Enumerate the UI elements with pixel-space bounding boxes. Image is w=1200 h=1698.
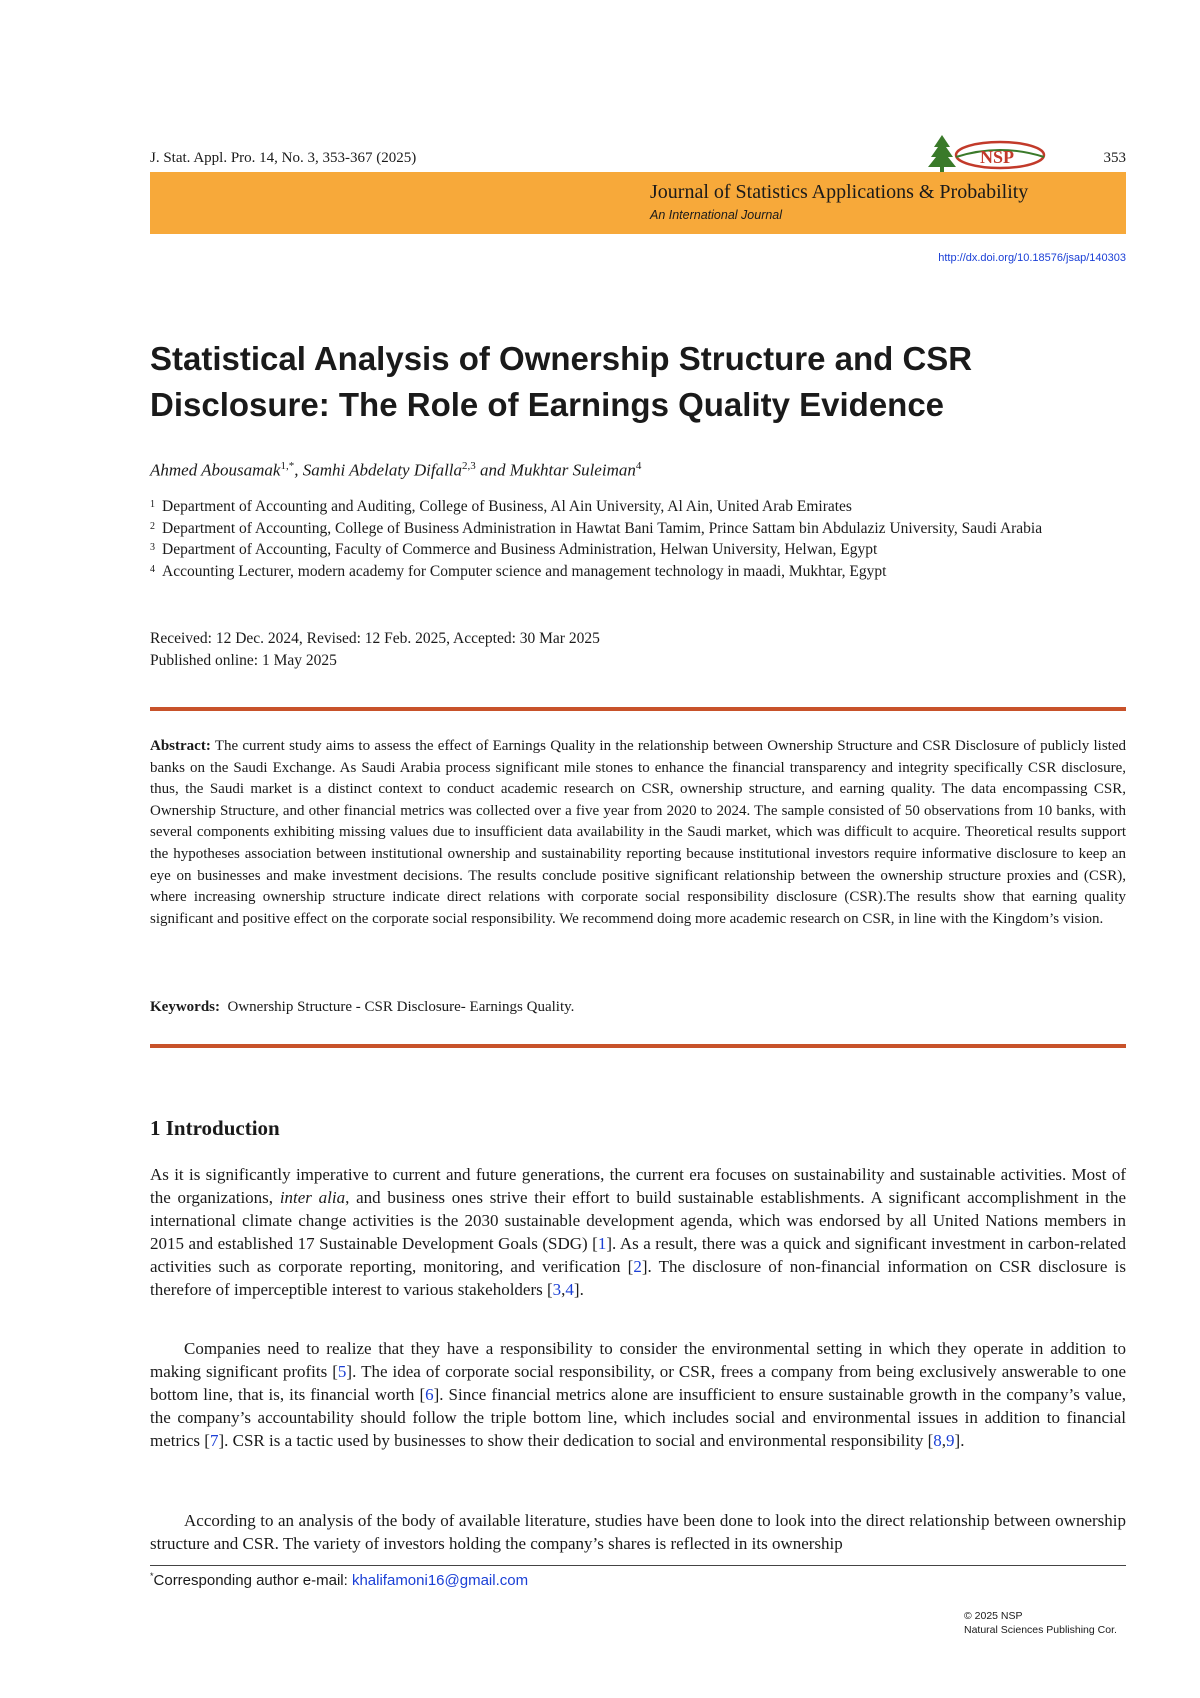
keywords-text: Ownership Structure - CSR Disclosure- Earnings Quality. (227, 999, 575, 1015)
paragraph-text: ]. (573, 1280, 584, 1300)
paragraph-text: ]. CSR is a tactic used by businesses to show their dedication to social and environmental responsibility [ (218, 1431, 934, 1451)
received-dates: Received: 12 Dec. 2024, Revised: 12 Feb. 2025, Accepted: 30 Mar 2025 (150, 630, 600, 647)
affiliation-1 (150, 496, 1126, 518)
citation-link[interactable]: 2 (633, 1257, 642, 1277)
page-number: 353 (1103, 150, 1126, 166)
footnote-divider (150, 1565, 1126, 1566)
author-1-affil: 1,* (280, 460, 295, 472)
email-link[interactable]: khalifamoni16@gmail.com (351, 1572, 529, 1589)
citation-link[interactable]: 6 (425, 1385, 434, 1405)
section-heading: 1 Introduction (150, 1116, 280, 1140)
footnote (150, 1571, 528, 1589)
paragraph-text: ]. (954, 1431, 965, 1451)
author-3-affil: 4 (635, 460, 642, 472)
paper-title (150, 336, 1126, 428)
author-list (150, 460, 641, 481)
paragraph-2 (150, 1337, 1126, 1452)
copyright (964, 1609, 1117, 1637)
affiliation-text: Department of Accounting, College of Business Administration in Hawtat Bani Tamim, Prince Sattam bin Abdulaziz University, Saudi Arabia (162, 519, 1043, 537)
affiliation-number: 4 (150, 563, 155, 575)
paragraph-text: , (561, 1280, 566, 1300)
citation-link[interactable]: 5 (337, 1362, 347, 1382)
paragraph-text: , and business ones strive their effort to build sustainable establishments. A significant accomplishment in the international climate change activities is the 2030 sustainable development agenda, which was endorsed by all United Nations members in 2015 and established 17 Sustainable Development Goals (SDG) [ (150, 1188, 1127, 1254)
paragraph-text: According to an analysis of the body of available literature, studies have been done to look into the direct relationship between ownership structure and CSR. The variety of investors holding the company’s shares is reflected in its ownership (150, 1511, 1126, 1554)
author-separator: and (475, 460, 510, 480)
author-separator: , (294, 460, 303, 480)
publication-dates (150, 628, 600, 672)
italic-text: inter alia (279, 1188, 346, 1208)
citation-link[interactable]: 7 (209, 1431, 219, 1451)
affiliation-3 (150, 539, 1126, 561)
affiliation-text: Accounting Lecturer, modern academy for Computer science and management technology in maadi, Mukhtar, Egypt (162, 562, 887, 580)
affiliation-4 (150, 561, 1126, 583)
doi-link[interactable]: http://dx.doi.org/10.18576/jsap/140303 (938, 252, 1126, 264)
citation-link[interactable]: 4 (565, 1280, 574, 1300)
footnote-label: Corresponding author e-mail: (153, 1572, 352, 1589)
title-line-1: Statistical Analysis of Ownership Structure and CSR (150, 340, 973, 377)
citation-link[interactable]: 1 (597, 1234, 607, 1254)
title-line-2: Disclosure: The Role of Earnings Quality Evidence (150, 386, 945, 423)
published-date: Published online: 1 May 2025 (150, 652, 337, 669)
affiliations (150, 496, 1126, 582)
paragraph-1 (150, 1163, 1126, 1302)
logo-text: NSP (980, 147, 1015, 167)
journal-title: Journal of Statistics Applications & Probability (650, 181, 1029, 203)
divider-top (150, 707, 1126, 711)
author-2: Samhi Abdelaty Difalla (302, 460, 463, 480)
affiliation-2 (150, 518, 1126, 540)
affiliation-text: Department of Accounting, Faculty of Commerce and Business Administration, Helwan University, Helwan, Egypt (162, 541, 878, 558)
paragraph-text: ]. As a result, there was a quick and significant investment in carbon-related activities such as corporate reporting, monitoring, and verification [ (150, 1234, 1126, 1277)
nsp-logo-icon (922, 133, 1072, 173)
paragraph-text: ]. The idea of corporate social responsibility, or CSR, frees a company from being exclusively answerable to one bottom line, that is, its financial worth [ (150, 1362, 1126, 1405)
journal-banner (150, 172, 1126, 234)
affiliation-number: 2 (150, 520, 155, 532)
copyright-line-1: © 2025 NSP (964, 1610, 1023, 1622)
citation-link[interactable]: 8 (933, 1431, 942, 1451)
affiliation-text: Department of Accounting and Auditing, College of Business, Al Ain University, Al Ain, United Arab Emirates (162, 498, 852, 515)
footnote-mark: * (150, 1571, 154, 1581)
paragraph-text: ]. The disclosure of non-financial information on CSR disclosure is therefore of imperceptible interest to various stakeholders [ (150, 1257, 1126, 1300)
affiliation-number: 3 (150, 542, 155, 553)
abstract-label: Abstract: (150, 738, 211, 754)
abstract (150, 736, 1126, 930)
copyright-line-2: Natural Sciences Publishing Cor. (964, 1624, 1117, 1636)
author-1: Ahmed Abousamak (150, 460, 281, 480)
citation-link[interactable]: 9 (946, 1431, 955, 1451)
divider-bottom (150, 1044, 1126, 1048)
keywords (150, 996, 1126, 1018)
citation: J. Stat. Appl. Pro. 14, No. 3, 353-367 (2025) (150, 150, 417, 166)
keywords-label: Keywords: (150, 999, 220, 1015)
paragraph-3 (150, 1509, 1126, 1555)
journal-subtitle: An International Journal (650, 208, 783, 222)
affiliation-number: 1 (150, 499, 155, 510)
citation-link[interactable]: 3 (552, 1280, 562, 1300)
paragraph-text: As it is significantly imperative to current and future generations, the current era focuses on sustainability and sustainable activities. Most of the organizations, (150, 1165, 1126, 1208)
paragraph-text: , (941, 1431, 947, 1451)
paragraph-text: ]. Since financial metrics alone are insufficient to ensure sustainable growth in the company’s value, the company’s accountability should follow the triple bottom line, which includes social and environmental issues in addition to financial metrics [ (150, 1385, 1126, 1451)
abstract-text: The current study aims to assess the effect of Earnings Quality in the relationship between Ownership Structure and CSR Disclosure of publicly listed banks on the Saudi Exchange. As Saudi Arabia process significant mile stones to enhance the financial transparency and integrity specifically CSR disclosure, thus, the Saudi market is a distinct context to conduct academic research on CSR, ownership structure, and earning quality. The data encompassing CSR, Ownership Structure, and other financial metrics was collected over a five year from 2020 to 2024. The sample consisted of 50 observations from 10 banks, with several components exhibiting missing values due to insufficient data availability in the Saudi market, which was difficult to acquire. Theoretical results support the hypotheses association between institutional ownership and sustainability reporting because institutional investors require informative disclosure to keep an eye on businesses and make investment decisions. The results conclude positive significant relationship between the ownership structure proxies and (CSR), where increasing ownership structure indicate direct relations with corporate social responsibility disclosure (CSR).The results show that earning quality significant and positive effect on the corporate social responsibility. We recommend doing more academic research on CSR, in line with the Kingdom’s vision. (150, 738, 1127, 927)
paragraph-text: Companies need to realize that they have a responsibility to consider the environmental setting in which they operate in addition to making significant profits [ (150, 1339, 1126, 1382)
author-2-affil: 2,3 (462, 460, 476, 472)
author-3: Mukhtar Suleiman (509, 460, 636, 480)
